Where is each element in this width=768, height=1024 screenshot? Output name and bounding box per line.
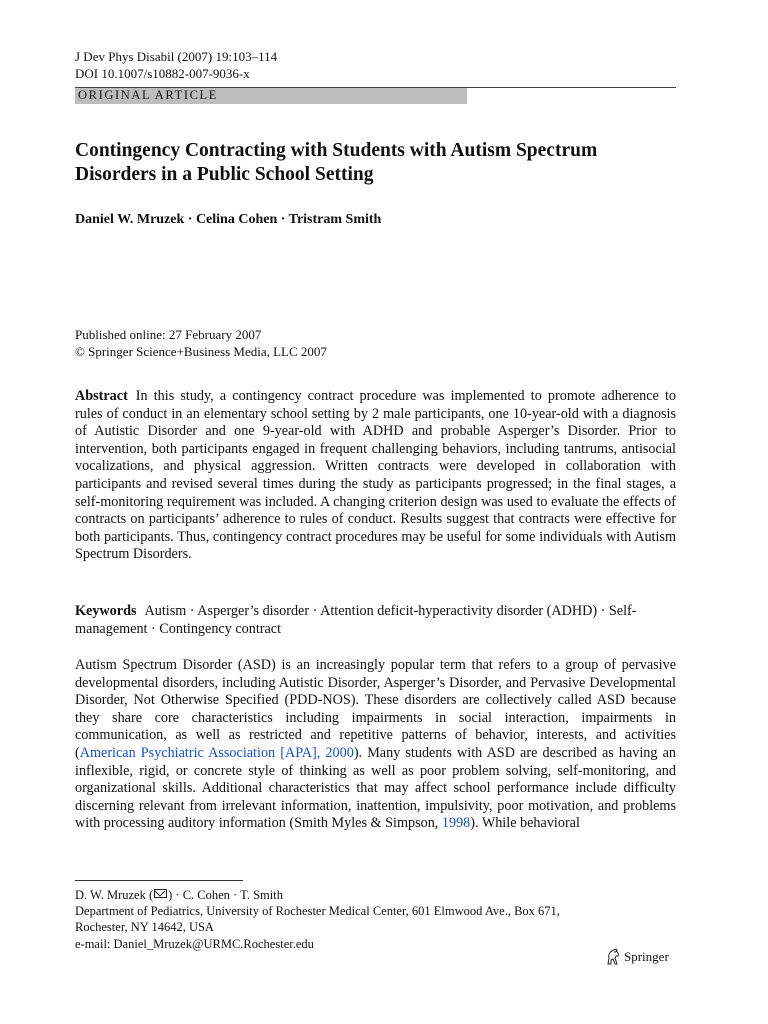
body-text-part-3: ). While behavioral <box>470 815 580 832</box>
abstract <box>75 388 676 564</box>
citation-link-1998[interactable]: 1998 <box>441 815 471 832</box>
copyright-notice: © Springer Science+Business Media, LLC 2007 <box>75 344 327 359</box>
doi[interactable]: DOI 10.1007/s10882-007-9036-x <box>75 66 250 81</box>
article-type-label: ORIGINAL ARTICLE <box>78 88 218 102</box>
body-paragraph <box>75 657 676 833</box>
springer-horse-icon <box>605 948 621 966</box>
footnote-author-rest: ) · C. Cohen · T. Smith <box>168 888 283 902</box>
footnote-city: Rochester, NY 14642, USA <box>75 920 214 935</box>
envelope-icon <box>154 889 167 898</box>
publisher-name: Springer <box>624 949 669 964</box>
keywords <box>75 602 676 638</box>
keywords-label: Keywords <box>75 603 137 619</box>
published-online-date: Published online: 27 February 2007 <box>75 327 262 342</box>
footnote-rule <box>75 880 243 881</box>
footnote-department: Department of Pediatrics, University of Rochester Medical Center, 601 Elmwood Ave., Box 671, <box>75 904 560 919</box>
publisher-logo <box>605 948 669 966</box>
body-text-part-2: ). Many students with ASD are described as having an inflexible, rigid, or concrete style of thinking as well as poor problem solving, self-monitoring, and organizational skills. Additional characteristics that may affect school performance include difficulty discerning relevant from irrelevant information, inattention, impulsivity, poor motivation, and problems with processing auditory information (Smith Myles & Simpson, <box>75 744 676 832</box>
body-text-part-1: Autism Spectrum Disorder (ASD) is an increasingly popular term that refers to a group of pervasive developmental disorders, including Autistic Disorder, Asperger’s Disorder, and Pervasive Developmental Disorder, Not Otherwise Specified (PDD-NOS). These disorders are collectively called ASD because they share core characteristics including impairments in social interaction, impairments in communication, as well as restricted and repetitive patterns of behavior, interests, and activities ( <box>75 657 676 761</box>
abstract-text: In this study, a contingency contract procedure was implemented to promote adherence to rules of conduct in an elementary school setting by 2 male participants, one 10-year-old with a diagnosis of Autistic Disorder and one 9-year-old with ADHD and probable Asperger’s Disorder. Prior to intervention, both participants engaged in frequent challenging behaviors, including tantrums, antisocial vocalizations, and physical aggression. Written contracts were developed in collaboration with participants and revised several times during the study as participants progressed; in the final stages, a self-monitoring requirement was included. A changing criterion design was used to evaluate the effects of contracts on participants’ adherence to rules of conduct. Results suggest that contracts were effective for both participants. Thus, contingency contract procedures may be useful for some individuals with Autism Spectrum Disorders. <box>75 388 676 563</box>
footnote-authors <box>75 887 675 903</box>
article-title: Contingency Contracting with Students with Autism Spectrum Disorders in a Public School Setting <box>75 140 598 185</box>
footnote-email[interactable]: e-mail: Daniel_Mruzek@URMC.Rochester.edu <box>75 936 314 951</box>
keywords-text: Autism · Asperger’s disorder · Attention deficit-hyperactivity disorder (ADHD) · Self-management · Contingency contract <box>75 603 637 637</box>
abstract-label: Abstract <box>75 388 128 404</box>
footnote-author-first: D. W. Mruzek ( <box>75 888 154 902</box>
author-footnote <box>75 887 675 952</box>
author-list: Daniel W. Mruzek · Celina Cohen · Tristram Smith <box>75 212 382 227</box>
citation-link-apa[interactable]: American Psychiatric Association [APA], 2000 <box>79 744 354 761</box>
journal-citation: J Dev Phys Disabil (2007) 19:103–114 <box>75 49 278 64</box>
publication-info <box>75 326 327 360</box>
